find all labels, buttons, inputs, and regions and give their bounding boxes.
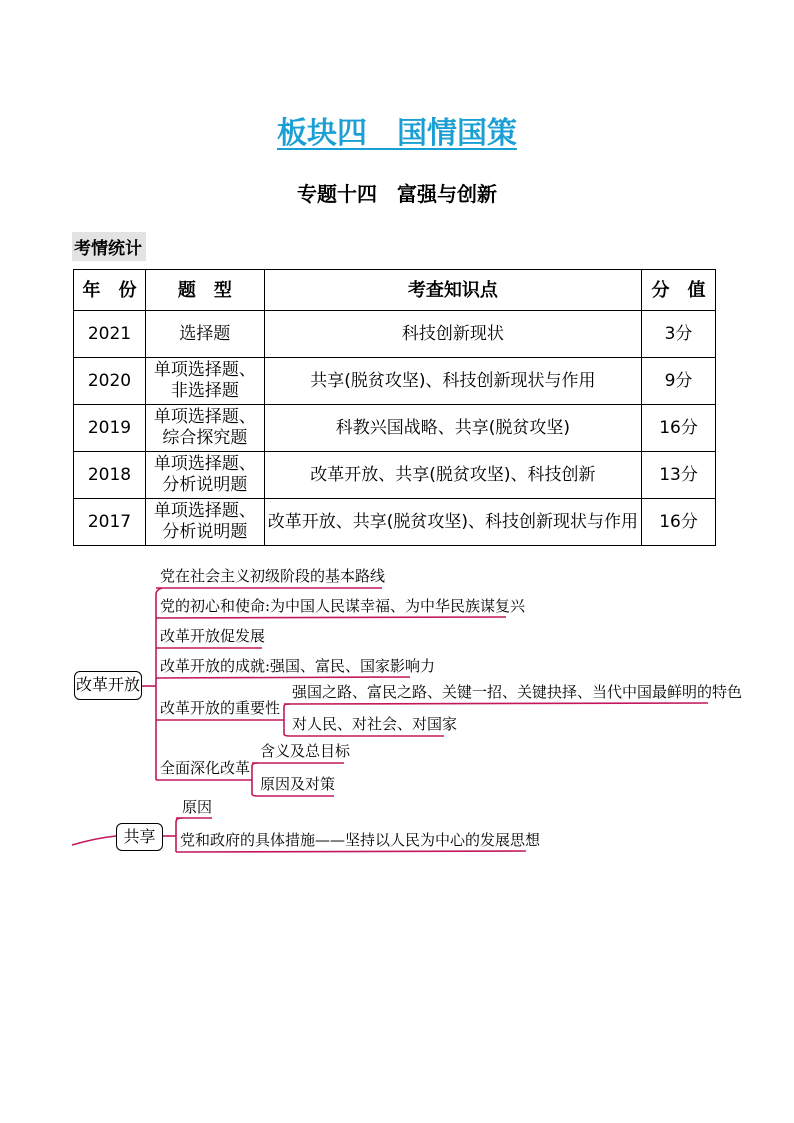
mindmap-root-reform: 改革开放 [74,671,142,700]
cell-type: 单项选择题、非选择题 [145,358,264,405]
branch6-sub-bracket [252,763,258,796]
cell-type: 单项选择题、分析说明题 [145,452,264,499]
cell-points: 改革开放、共享(脱贫攻坚)、科技创新 [264,452,641,499]
reform-deepen-meaning: 含义及总目标 [260,742,351,760]
cell-score: 16分 [642,405,716,452]
table-header-row [74,270,716,311]
header-type: 题 型 [145,270,264,311]
branch5-sub-bracket [284,704,290,736]
cell-type: 单项选择题、分析说明题 [145,499,264,546]
branch2-underline [156,617,506,618]
cell-score: 3分 [642,311,716,358]
cell-type: 单项选择题、综合探究题 [145,405,264,452]
cell-year: 2019 [74,405,146,452]
reform-importance-for: 对人民、对社会、对国家 [292,715,458,733]
cell-type: 选择题 [145,311,264,358]
header-year: 年 份 [74,270,146,311]
reform-branch-importance: 改革开放的重要性 [160,699,281,717]
share-branch-reason: 原因 [182,798,213,816]
table-row [74,499,716,546]
sub-title: 专题十四 富强与创新 [297,182,497,206]
main-title-text: 板块四 国情国策 [277,116,517,151]
branch4-underline [156,677,410,678]
cell-year: 2018 [74,452,146,499]
reform-branch-deepen: 全面深化改革 [160,759,251,777]
share-left-tail [72,836,116,845]
mindmap-root-share: 共享 [116,823,163,851]
table-row [74,358,716,405]
exam-stats-table [73,269,716,546]
reform-branch-basic-line: 党在社会主义初级阶段的基本路线 [160,567,386,585]
cell-points: 共享(脱贫攻坚)、科技创新现状与作用 [264,358,641,405]
reform-importance-path: 强国之路、富民之路、关键一招、关键抉择、当代中国最鲜明的特色 [292,683,743,701]
reform-bracket [156,588,162,780]
cell-year: 2021 [74,311,146,358]
cell-points: 科技创新现状 [264,311,641,358]
cell-score: 16分 [642,499,716,546]
share-branch-measures: 党和政府的具体措施——坚持以人民为中心的发展思想 [180,831,541,849]
cell-points: 改革开放、共享(脱贫攻坚)、科技创新现状与作用 [264,499,641,546]
reform-deepen-reasons: 原因及对策 [260,775,336,793]
reform-branch-development: 改革开放促发展 [160,627,266,645]
reform-branch-achievements: 改革开放的成就:强国、富民、国家影响力 [160,657,436,675]
table-row [74,311,716,358]
header-points: 考查知识点 [264,270,641,311]
cell-year: 2017 [74,499,146,546]
cell-score: 13分 [642,452,716,499]
table-row [74,405,716,452]
main-title [0,108,794,152]
cell-score: 9分 [642,358,716,405]
table-row [74,452,716,499]
branch5a-underline [284,703,708,704]
cell-points: 科教兴国战略、共享(脱贫攻坚) [264,405,641,452]
header-score: 分 值 [642,270,716,311]
cell-year: 2020 [74,358,146,405]
section-label: 考情统计 [72,232,146,261]
reform-branch-mission: 党的初心和使命:为中国人民谋幸福、为中华民族谋复兴 [160,597,526,615]
share-b2-underline [176,851,526,852]
